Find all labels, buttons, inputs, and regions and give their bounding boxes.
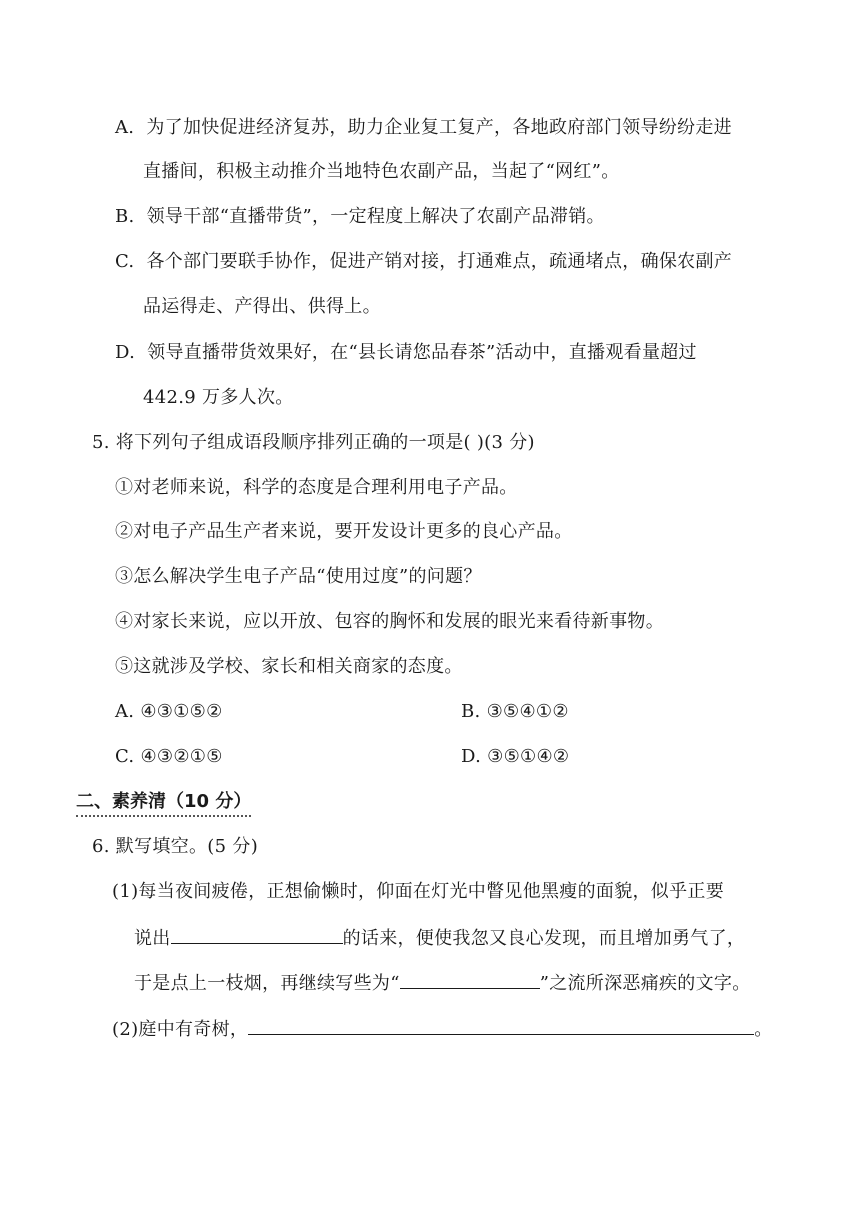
option-label: D.	[115, 342, 136, 363]
q4-option-a-line2: 直播间，积极主动推介当地特色农副产品，当起了“网红”。	[143, 161, 620, 182]
q5-sentence-1: ①对老师来说，科学的态度是合理利用电子产品。	[115, 477, 518, 498]
text-after-blank: 。	[754, 1019, 773, 1040]
fill-in-blank-1[interactable]	[171, 925, 343, 944]
q4-option-c-line2: 品运得走、产得出、供得上。	[143, 296, 381, 317]
q5-option-d: D. ③⑤①④②	[461, 746, 570, 767]
text-before-blank: 于是点上一枝烟，再继续写些为“	[134, 973, 400, 994]
text-before-blank: 说出	[134, 928, 171, 949]
q4-option-a-line1	[115, 116, 732, 140]
option-text: 领导直播带货效果好，在“县长请您品春茶”活动中，直播观看量超过	[147, 342, 697, 363]
q5-sentence-5: ⑤这就涉及学校、家长和相关商家的态度。	[115, 656, 463, 677]
option-text: 各个部门要联手协作，促进产销对接，打通难点，疏通堵点，确保农副产	[146, 251, 733, 272]
option-text: 领导干部“直播带货”，一定程度上解决了农副产品滞销。	[146, 206, 605, 227]
q4-option-b-line1	[115, 205, 605, 229]
q5-option-b: B. ③⑤④①②	[461, 701, 569, 722]
text-after-blank: 的话来，便使我忽又良心发现，而且增加勇气了，	[342, 928, 746, 949]
q5-sentence-3: ③怎么解决学生电子产品“使用过度”的问题？	[115, 566, 482, 587]
option-text: 为了加快促进经济复苏，助力企业复工复产，各地政府部门领导纷纷走进	[146, 117, 732, 138]
q6-stem: 6. 默写填空。(5 分)	[92, 836, 259, 857]
q4-option-d-line1	[115, 341, 697, 365]
text-after-blank: ”之流所深恶痛疾的文字。	[539, 973, 751, 994]
text-before-blank: (2)庭中有奇树，	[112, 1019, 249, 1040]
q6-part2	[112, 1016, 773, 1042]
q5-stem: 5. 将下列句子组成语段顺序排列正确的一项是( )(3 分)	[92, 432, 535, 453]
option-label: C.	[115, 251, 135, 272]
option-label: A.	[115, 117, 135, 138]
q5-sentence-2: ②对电子产品生产者来说，要开发设计更多的良心产品。	[115, 521, 573, 542]
q6-part1-line2	[134, 925, 745, 951]
fill-in-blank-2[interactable]	[400, 970, 540, 989]
q4-option-c-line1	[115, 250, 732, 274]
q4-option-d-line2: 442.9 万多人次。	[143, 387, 294, 408]
q6-part1-line3	[134, 970, 751, 996]
section-title: 二、素养清（10 分）	[76, 790, 251, 817]
q5-sentence-4: ④对家长来说，应以开放、包容的胸怀和发展的眼光来看待新事物。	[115, 611, 664, 632]
q6-part1-line1: (1)每当夜间疲倦，正想偷懒时，仰面在灯光中瞥见他黑瘦的面貌，似乎正要	[112, 881, 724, 902]
option-label: B.	[115, 206, 135, 227]
fill-in-blank-3[interactable]	[248, 1016, 754, 1035]
q5-option-c: C. ④③②①⑤	[115, 746, 223, 767]
q5-option-a: A. ④③①⑤②	[115, 701, 223, 722]
